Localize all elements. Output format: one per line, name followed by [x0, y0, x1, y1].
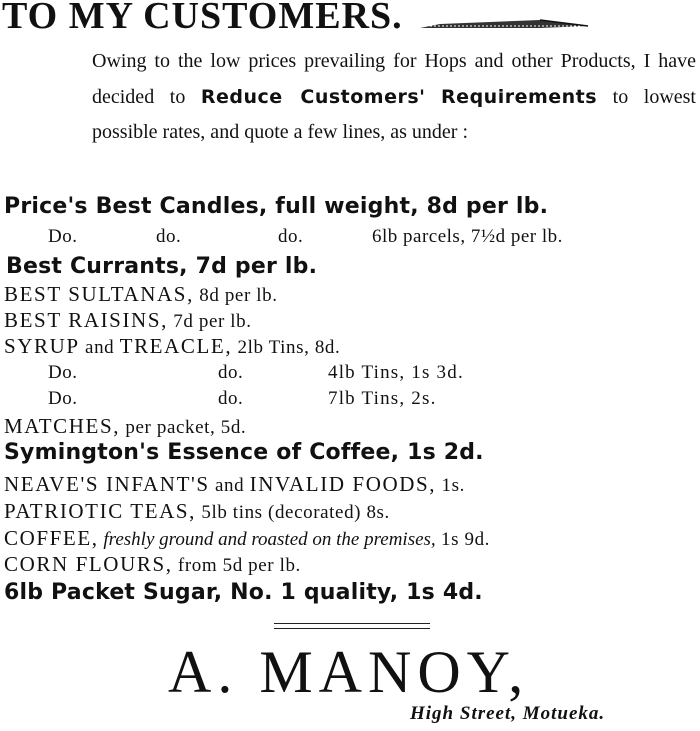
candles-do-2: do.: [156, 226, 182, 247]
item-sultanas: [4, 282, 278, 307]
item-candles: Price's Best Candles, full weight, 8d per lb.: [4, 194, 549, 219]
neave-and: and: [209, 475, 250, 496]
syrup-do-a3: 4lb Tins, 1s 3d.: [328, 362, 464, 383]
coffee-description: freshly ground and roasted on the premises,: [98, 529, 436, 550]
candles-do-1: Do.: [48, 226, 78, 247]
coffee-name: COFFEE,: [4, 526, 99, 550]
syrup-name: SYRUP: [4, 334, 80, 358]
item-coffee-essence: Symington's Essence of Coffee, 1s 2d.: [4, 440, 484, 465]
merchant-signature: A. MANOY,: [168, 639, 530, 705]
syrup-price: 2lb Tins, 8d.: [232, 337, 341, 358]
neave-price: 1s.: [436, 475, 465, 496]
sultanas-name: BEST SULTANAS,: [4, 282, 194, 306]
teas-name: PATRIOTIC TEAS,: [4, 499, 197, 523]
intro-bold-1: Reduce Customers': [200, 85, 426, 108]
heading-flourish: [420, 6, 590, 30]
syrup-do-a1: Do.: [48, 362, 78, 383]
advert-heading: TO MY CUSTOMERS.: [2, 0, 403, 37]
corn-name: CORN FLOURS,: [4, 552, 173, 576]
item-coffee: [4, 526, 490, 551]
corn-price: from 5d per lb.: [172, 555, 301, 576]
item-currants: Best Currants, 7d per lb.: [6, 254, 318, 279]
matches-name: MATCHES,: [4, 414, 121, 438]
candles-parcels: 6lb parcels, 7½d per lb.: [372, 226, 563, 247]
item-teas: [4, 499, 390, 524]
syrup-do-b3: 7lb Tins, 2s.: [328, 388, 437, 409]
item-neave: [4, 472, 465, 497]
item-matches: [4, 414, 246, 439]
intro-text-2: to lowest possible rates, and quote a few lines, as under :: [92, 85, 696, 143]
item-corn-flours: [4, 552, 301, 577]
raisins-name: BEST RAISINS,: [4, 308, 168, 332]
raisins-price: 7d per lb.: [167, 311, 252, 332]
syrup-do-b2: do.: [218, 388, 244, 409]
coffee-price: 1s 9d.: [435, 529, 491, 550]
merchant-address: High Street, Motueka.: [410, 703, 606, 724]
syrup-do-b1: Do.: [48, 388, 78, 409]
item-syrup: [4, 334, 340, 359]
syrup-do-a2: do.: [218, 362, 244, 383]
sultanas-price: 8d per lb.: [193, 285, 278, 306]
matches-price: per packet, 5d.: [120, 417, 247, 438]
neave-name: NEAVE'S INFANT'S: [4, 472, 210, 496]
intro-text-1: Owing to the low prices prevailing for Hops and other Products, I have decided to: [92, 50, 696, 108]
divider-rule-top: [274, 623, 430, 624]
syrup-treacle: TREACLE,: [119, 334, 233, 358]
intro-bold-2: Requirements: [441, 85, 598, 108]
item-sugar: 6lb Packet Sugar, No. 1 quality, 1s 4d.: [4, 580, 483, 605]
intro-paragraph: [92, 44, 696, 151]
neave-rest: INVALID FOODS,: [249, 472, 437, 496]
item-raisins: [4, 308, 252, 333]
divider-rule-bottom: [274, 628, 430, 629]
teas-price: 5lb tins (decorated) 8s.: [196, 502, 390, 523]
syrup-and: and: [79, 337, 120, 358]
candles-do-3: do.: [278, 226, 304, 247]
